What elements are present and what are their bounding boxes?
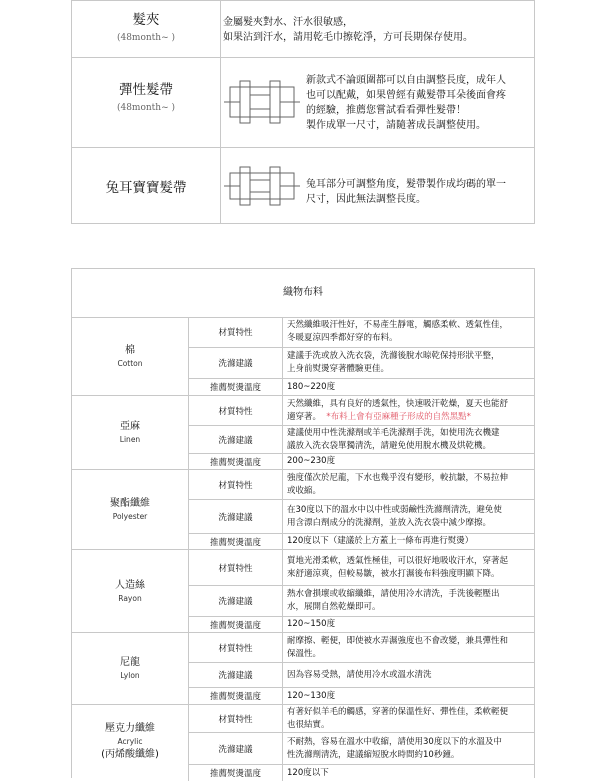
washing-value	[282, 348, 534, 379]
material-note: *布料上會有亞麻種子形成的自然黑點*	[326, 411, 471, 422]
text-line: 上身前熨燙穿著體驗更佳。	[287, 364, 390, 374]
ironing-label: 推薦熨燙溫度	[188, 617, 282, 633]
material-value	[282, 317, 534, 348]
fabric-english-name: Polyester	[112, 512, 148, 521]
accessory-name-cell	[72, 81, 220, 113]
ironing-label: 推薦熨燙溫度	[188, 765, 282, 781]
washing-label: 洗滌建議	[188, 663, 282, 688]
fabric-english-name: Acrylic	[117, 737, 143, 746]
fabric-name-cell	[72, 550, 188, 633]
fabric-section-polyester	[72, 470, 534, 550]
text-line: 強度僅次於尼龍，下水也幾乎沒有變形，較抗皺，不易拉伸	[287, 472, 509, 483]
row-divider	[72, 147, 534, 148]
washing-label: 洗滌建議	[188, 733, 282, 765]
column-divider	[220, 1, 221, 223]
text-line: 天然纖維吸汗性好，不易產生靜電，觸感柔軟、透氣性佳，	[287, 320, 509, 330]
washing-label: 洗滌建議	[188, 426, 282, 454]
text-line: 保溫性。	[287, 648, 322, 659]
text-line: 不耐熱，容易在溫水中收縮，請使用30度以下的水溫及中	[287, 736, 502, 747]
fabric-alt-name: (丙烯酸纖維)	[101, 749, 159, 760]
text-line: 耐摩擦、輕便，即使被水弄濕強度也不會改變，兼具彈性和	[287, 635, 509, 646]
ironing-label: 推薦熨燙溫度	[188, 534, 282, 550]
text-line: 議放入洗衣袋單獨清洗，請避免使用脫水機及烘乾機。	[287, 440, 492, 451]
text-line: 在30度以下的溫水中以中性或弱鹼性洗滌劑清洗，避免使	[287, 504, 502, 515]
fabric-english-name: Lylon	[120, 671, 140, 680]
ironing-value: 120度以下（建議於上方蓋上一條布再進行熨燙）	[282, 534, 534, 550]
fabric-name: 棉	[125, 344, 135, 356]
accessory-name: 彈性髮帶	[119, 82, 173, 98]
washing-label: 洗滌建議	[188, 500, 282, 534]
ironing-value: 120~130度	[282, 688, 534, 705]
row-divider	[72, 57, 534, 58]
description-line: 的經驗，推薦您嘗試看看彈性髮帶！	[306, 105, 466, 116]
material-label: 材質特性	[188, 705, 282, 733]
ironing-value: 120度以下	[282, 765, 534, 781]
washing-label: 洗滌建議	[188, 348, 282, 379]
accessory-description	[223, 15, 473, 45]
text-line: 適穿著。	[287, 411, 322, 422]
ironing-label: 推薦熨燙溫度	[188, 379, 282, 396]
material-value	[282, 396, 534, 426]
fabric-section-cotton	[72, 317, 534, 396]
text-line: 或收縮。	[287, 485, 322, 496]
description-line: 兔耳部分可調整角度，髮帶製作成均碼的單一	[306, 179, 506, 190]
bunny-headband-figure	[222, 161, 304, 211]
material-value	[282, 550, 534, 586]
fabric-name: 尼龍	[120, 657, 140, 668]
description-line: 金屬髮夾對水、汗水很敏感，	[223, 17, 353, 28]
accessory-description	[306, 73, 506, 133]
washing-value	[282, 733, 534, 765]
ironing-value: 200~230度	[282, 454, 534, 470]
material-value	[282, 633, 534, 663]
text-line: 冬暖夏涼四季都好穿的布料。	[287, 333, 398, 343]
description-line: 尺寸，因此無法調整長度。	[306, 194, 426, 205]
fabric-table	[71, 268, 535, 778]
text-line: 因為容易受熱，請使用冷水或溫水清洗	[287, 669, 432, 680]
fabric-name: 聚酯纖維	[110, 498, 150, 509]
fabric-name: 亞麻	[120, 421, 140, 432]
material-label: 材質特性	[188, 633, 282, 663]
text-line: 熱水會損壞或收縮纖維，請使用冷水清洗，手洗後輕壓出	[287, 589, 500, 599]
fabric-section-linen	[72, 396, 534, 470]
washing-value	[282, 586, 534, 617]
material-value	[282, 470, 534, 500]
description-line: 製作成單一尺寸，請隨著成長調整使用。	[306, 120, 486, 131]
ironing-label: 推薦熨燙溫度	[188, 454, 282, 470]
text-line: 有著好似羊毛的觸感，穿著的保溫性好、彈性佳，柔軟輕便	[287, 706, 509, 717]
fabric-name: 壓克力纖維	[105, 723, 155, 734]
description-line: 如果沾到汗水，請用乾毛巾擦乾淨，方可長期保存使用。	[223, 32, 473, 43]
fabric-english-name: Linen	[119, 435, 141, 444]
description-line: 也可以配戴，如果曾經有戴髮帶耳朵後面會疼	[306, 90, 506, 101]
description-line: 新款式不論頭圍都可以自由調整長度，成年人	[306, 75, 506, 86]
fabric-name-cell	[72, 705, 188, 779]
fabric-name-cell	[72, 396, 188, 470]
washing-value	[282, 500, 534, 534]
text-line: 水，展開自然乾燥即可。	[287, 602, 381, 612]
accessory-description	[306, 177, 506, 207]
text-line: 來舒適涼爽，但較易皺，被水打濕後布料強度明顯下降。	[287, 568, 500, 579]
fabric-name-cell	[72, 470, 188, 550]
fabric-english-name: Rayon	[118, 593, 142, 603]
fabric-section-rayon	[72, 550, 534, 633]
material-label: 材質特性	[188, 396, 282, 426]
accessory-age: (48month~ )	[116, 33, 176, 43]
material-value	[282, 705, 534, 733]
text-line: 也很結實。	[287, 719, 330, 730]
fabric-name: 人造絲	[115, 579, 145, 591]
text-line: 性洗滌劑清洗，建議縮短脫水時間約10秒鐘。	[287, 749, 460, 760]
washing-value	[282, 426, 534, 454]
text-line: 用含漂白劑成分的洗滌劑，並放入洗衣袋中減少摩擦。	[287, 517, 492, 528]
accessory-name: 兔耳寶寶髮帶	[105, 180, 187, 196]
material-label: 材質特性	[188, 470, 282, 500]
ironing-label: 推薦熨燙溫度	[188, 688, 282, 705]
text-line: 質地光滑柔軟，透氣性極佳，可以很好地吸收汗水，穿著起	[287, 555, 509, 566]
fabric-table-title: 織物布料	[72, 269, 534, 318]
fabric-name-cell	[72, 317, 188, 396]
washing-label: 洗滌建議	[188, 586, 282, 617]
ironing-value: 120~150度	[282, 617, 534, 633]
fabric-name-cell	[72, 633, 188, 705]
accessory-table	[71, 0, 535, 224]
accessory-name: 髮夾	[132, 12, 160, 28]
fabric-section-acrylic	[72, 705, 534, 779]
fabric-english-name: Cotton	[117, 358, 143, 368]
ironing-value: 180~220度	[282, 379, 534, 396]
material-label: 材質特性	[188, 317, 282, 348]
accessory-age: (48month~ )	[116, 103, 176, 113]
elastic-headband-figure	[222, 77, 304, 127]
washing-value	[282, 663, 534, 688]
text-line: 建議使用中性洗滌劑或羊毛洗滌劑手洗，如使用洗衣機建	[287, 427, 500, 438]
accessory-name-cell	[72, 179, 220, 197]
material-label: 材質特性	[188, 550, 282, 586]
accessory-name-cell	[72, 11, 220, 43]
text-line: 建議手洗或放入洗衣袋，洗滌後脫水晾乾保持形狀平整，	[287, 351, 500, 361]
fabric-section-nylon	[72, 633, 534, 705]
text-line: 天然纖維，具有良好的透氣性，快速吸汗乾燥，夏天也能舒	[287, 398, 509, 409]
